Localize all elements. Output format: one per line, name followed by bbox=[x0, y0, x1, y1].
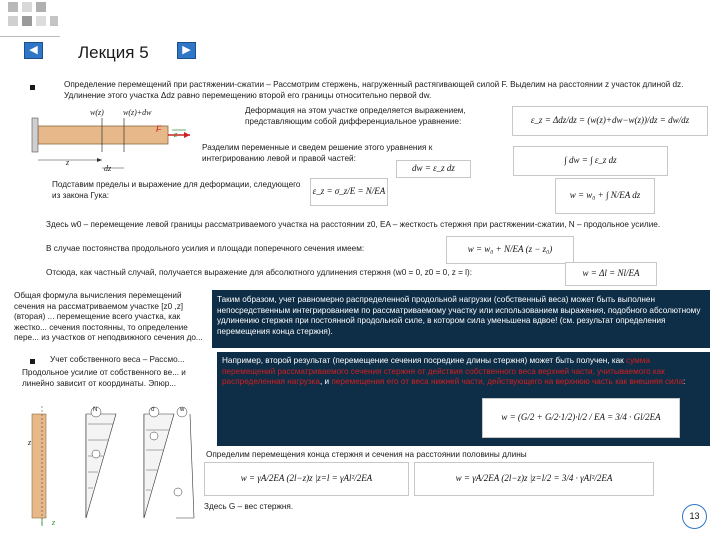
bullet bbox=[30, 359, 35, 364]
header-rule bbox=[0, 36, 60, 37]
label-wz-dw: w(z)+dw bbox=[123, 108, 152, 117]
diagram-label-z-bottom: z bbox=[52, 518, 56, 527]
formula-constant-force: w = w₀ + N/EA (z − z₀) bbox=[446, 236, 574, 264]
label-wz: w(z) bbox=[90, 108, 104, 117]
paragraph-self-weight-body: Продольное усилие от собственного ве... и линейно зависит от координаты. Эпюр... bbox=[22, 368, 186, 388]
diagram-label-sigma: σ bbox=[151, 407, 155, 413]
paragraph-self-weight-heading: Учет собственного веса – Рассмо... bbox=[50, 355, 185, 364]
paragraph-notation: Здесь w0 – перемещение левой границы рассматриваемого участка на расстоянии z0, EA – жесткость стержня при растяжении-сжатии, N – продольное усилие. bbox=[46, 220, 661, 229]
diagram-label-n: N bbox=[93, 407, 98, 413]
label-force: F bbox=[156, 124, 162, 134]
label-z: z bbox=[66, 158, 70, 167]
right-triangle-icon: ▶ bbox=[182, 44, 191, 56]
next-slide-button[interactable] bbox=[177, 42, 196, 59]
formula-hooke: ε_z = σ_z/E = N/EA bbox=[310, 178, 388, 206]
paragraph-elongation: Отсюда, как частный случай, получается выражение для абсолютного удлинения стержня (w0 = 0, z0 = 0, z = l): bbox=[46, 268, 473, 277]
label-z-axis: z bbox=[174, 130, 178, 139]
decorative-grid bbox=[0, 0, 60, 36]
left-triangle-icon: ◀ bbox=[29, 44, 38, 56]
formula-displacement-integral: w = w₀ + ∫ N/EA dz bbox=[555, 178, 655, 214]
page-number-badge: 13 bbox=[682, 504, 707, 529]
paragraph-separate-variables: Разделим переменные и сведем решение этого уравнения к интегрированию левой и правой частей: bbox=[202, 143, 433, 163]
slide-title: Лекция 5 bbox=[78, 43, 149, 62]
diagram-label-w: w bbox=[180, 407, 185, 413]
info-box-summary-text: Таким образом, учет равномерно распределенной продольной нагрузки (собственный веса) может быть выполнен непосредственным интегрированием по рассматриваемому участку или использованием выражения, подобного абсолютному удлинению стержня при постоянной продольной силе, в котором сила уменьшена вдвое! (см. результат определения перемещения конца стержня). bbox=[217, 295, 701, 336]
formula-integral: ∫ dw = ∫ ε_z dz bbox=[513, 146, 668, 176]
formula-end-displacement: w = γA/2EA (2l−z)z |z=l = γAl²/2EA bbox=[204, 462, 409, 496]
prev-slide-button[interactable] bbox=[24, 42, 43, 59]
info-box-summary bbox=[212, 290, 710, 348]
formula-elongation: w = Δl = Nl/EA bbox=[565, 262, 657, 286]
paragraph-general-formula: Общая формула вычисления перемещений сечения на рассматриваемом участке [z0 ,z] (вторая) ... перемещение всего участка, как жестко... сечения постоянны, то определение пере... из участков от неподвижного сечения до... bbox=[14, 291, 203, 342]
paragraph-hooke: Подставим пределы и выражение для деформации, следующего из закона Гука: bbox=[52, 180, 301, 200]
formula-mid-displacement: w = (G/2 + G/2·1/2)·l/2 / EA = 3/4 · Gl/2EA bbox=[482, 398, 680, 438]
self-weight-diagram bbox=[12, 400, 212, 530]
diagram-label-z: z bbox=[28, 438, 32, 447]
formula-dw: dw = ε_z dz bbox=[396, 160, 471, 178]
bullet bbox=[30, 85, 35, 90]
formula-half-length-displacement: w = γA/2EA (2l−z)z |z=l/2 = 3/4 · γAl²/2EA bbox=[414, 462, 654, 496]
info-box-example-text: Например, второй результат (перемещение сечения посредине длины стержня) может быть получен, как сумма перемещений рассматриваемого сечения стержня от действия собственного веса верхней части, учитываемого как распределенная нагрузка, и перемещения его от веса нижней части, действующего на верхнюю часть как внешняя сила: bbox=[222, 356, 686, 386]
label-dz: dz bbox=[104, 164, 112, 173]
paragraph-end-displacement: Определим перемещения конца стержня и сечения на расстоянии половины длины bbox=[206, 450, 527, 459]
paragraph-constant-force: В случае постоянства продольного усилия и площади поперечного сечения имеем: bbox=[46, 244, 365, 253]
paragraph-strain: Деформация на этом участке определяется выражением, представляющим собой дифференциальное уравнение: bbox=[245, 106, 466, 126]
paragraph-intro: Определение перемещений при растяжении-сжатии – Рассмотрим стержень, нагруженный растягивающей силой F. Выделим на расстоянии z участок длиной dz. Удлинение этого участка Δdz равно перемещению второй его границы относительно первой dw. bbox=[64, 80, 684, 100]
paragraph-weight-note: Здесь G – вес стержня. bbox=[204, 502, 294, 511]
formula-strain-definition: ε_z = Δdz/dz = (w(z)+dw−w(z))/dz = dw/dz bbox=[512, 106, 708, 136]
